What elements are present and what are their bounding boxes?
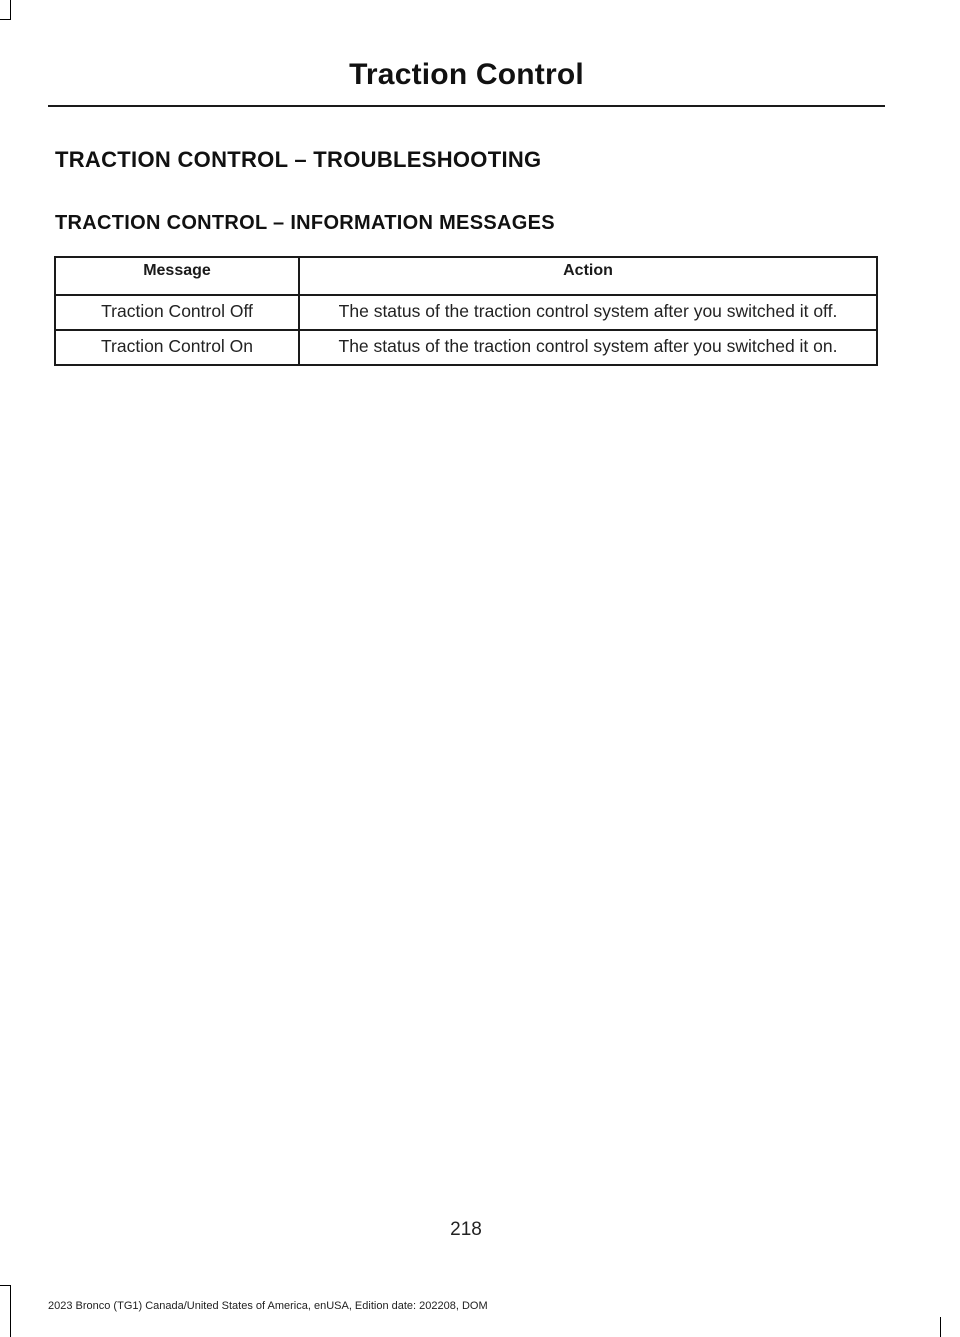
table-row [55,295,877,330]
footer-edition-info: 2023 Bronco (TG1) Canada/United States of America, enUSA, Edition date: 202208, DOM [48,1300,488,1312]
action-cell: The status of the traction control system after you switched it off. [299,295,877,330]
crop-mark [10,0,11,20]
action-cell: The status of the traction control system after you switched it on. [299,330,877,365]
message-cell: Traction Control On [55,330,299,365]
page-header [48,58,885,92]
header-divider [48,105,885,107]
information-messages-table [54,256,878,366]
message-cell: Traction Control Off [55,295,299,330]
table-header-row [55,257,877,295]
page-title: Traction Control [349,58,584,91]
table-row [55,330,877,365]
crop-mark [0,19,11,20]
column-header-message: Message [55,257,299,295]
crop-mark [940,1317,941,1337]
crop-mark [0,1285,11,1286]
page-number: 218 [450,1219,482,1240]
crop-mark [10,1285,11,1337]
section-heading: TRACTION CONTROL – TROUBLESHOOTING [55,147,542,172]
column-header-action: Action [299,257,877,295]
section-subheading: TRACTION CONTROL – INFORMATION MESSAGES [55,212,555,234]
